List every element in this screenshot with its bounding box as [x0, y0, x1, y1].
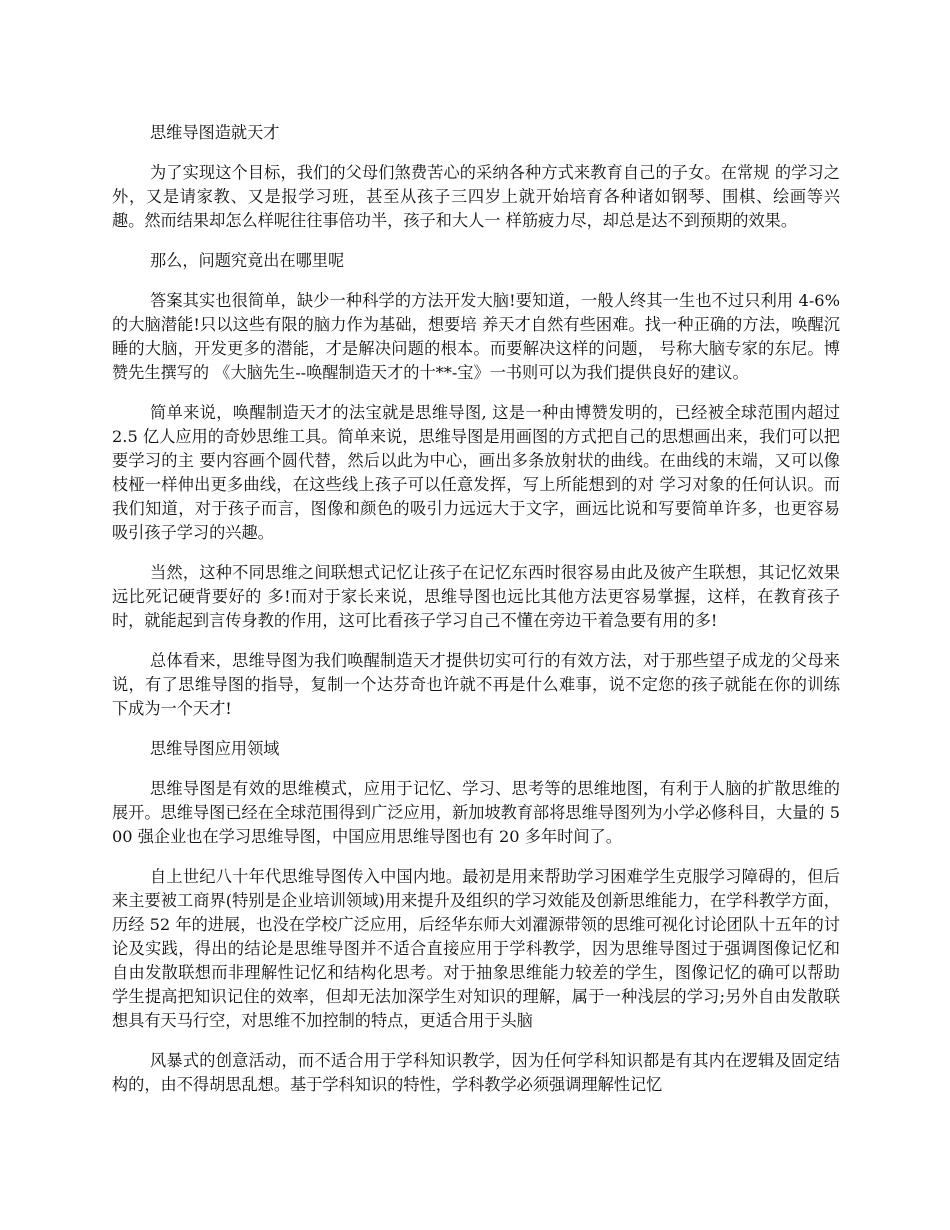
- section-heading-problem: 那么，问题究竟出在哪里呢: [150, 251, 345, 270]
- paragraph-parents-effort: 为了实现这个目标，我们的父母们煞费苦心的采纳各种方式来教育自己的子女。在常规 的学习之外，又是请家教、又是报学习班，甚至从孩子三四岁上就开始培育各种诸如钢琴、围棋、绘画等兴趣。然而结果却怎么样呢往往事倍功半，孩子和大人一 样筋疲力尽，却总是达不到预期的效果。: [112, 163, 840, 230]
- section-heading-genius: 思维导图造就天才: [150, 123, 280, 142]
- paragraph-summary: 总体看来，思维导图为我们唤醒制造天才提供切实可行的有效方法，对于那些望子成龙的父母来说，有了思维导图的指导，复制一个达芬奇也许就不再是什么难事，说不定您的孩子就能在你的训练下成为一个天才!: [112, 651, 840, 718]
- document-body: [112, 121, 840, 1113]
- paragraph-history: 自上世纪八十年代思维导图传入中国内地。最初是用来帮助学习困难学生克服学习障碍的，但后来主要被工商界(特别是企业培训领域)用来提升及组织的学习效能及创新思维能力，在学科教学方面，历经 52 年的进展，也没在学校广泛应用，后经华东师大刘濯源带领的思维可视化讨论团队十五年的讨论及实践，得出的结论是思维导图并不适合直接应用于学科教学，因为思维导图过于强调图像记忆和自由发散联想而非理解性记忆和结构化思考。对于抽象思维能力较差的学生，图像记忆的确可以帮助学生提高把知识记住的效率，但却无法加深学生对知识的理解，属于一种浅层的学习;另外自由发散联想具有天马行空，对思维不加控制的特点，更适合用于头脑: [112, 867, 840, 1030]
- paragraph-answer: 答案其实也很简单，缺少一种科学的方法开发大脑!要知道，一般人终其一生也不过只利用 4-6%的大脑潜能!只以这些有限的脑力作为基础，想要培 养天才自然有些困难。找一种正确的方法，唤醒沉睡的大脑，开发更多的潜能，才是解决问题的根本。而要解决这样的问题， 号称大脑专家的东尼。博赞先生撰写的 《大脑先生--唤醒制造天才的十**-宝》一书则可以为我们提供良好的建议。: [112, 291, 840, 382]
- paragraph-brainstorm: 风暴式的创意活动，而不适合用于学科知识教学，因为任何学科知识都是有其内在逻辑及固定结构的，由不得胡思乱想。基于学科知识的特性，学科教学必须强调理解性记忆: [112, 1051, 840, 1094]
- paragraph-association-memory: 当然，这种不同思维之间联想式记忆让孩子在记忆东西时很容易由此及彼产生联想，其记忆效果远比死记硬背要好的 多!而对于家长来说，思维导图也远比其他方法更容易掌握，这样，在教育孩子时，就能起到言传身教的作用，这可比看孩子学习自己不懂在旁边干着急要有用的多!: [112, 563, 840, 630]
- paragraph-applications: 思维导图是有效的思维模式，应用于记忆、学习、思考等的思维地图，有利于人脑的扩散思维的展开。思维导图已经在全球范围得到广泛应用，新加坡教育部将思维导图列为小学必修科目，大量的 500 强企业也在学习思维导图，中国应用思维导图也有 20 多年时间了。: [112, 779, 840, 846]
- section-heading-applications: 思维导图应用领域: [150, 739, 280, 758]
- paragraph-mind-map-intro: 简单来说，唤醒制造天才的法宝就是思维导图, 这是一种由博赞发明的，已经被全球范围内超过 2.5 亿人应用的奇妙思维工具。简单来说，思维导图是用画图的方式把自己的思想画出来，我们可以把要学习的主 要内容画个圆代替，然后以此为中心，画出多条放射状的曲线。在曲线的末端，又可以像枝桠一样伸出更多曲线，在这些线上孩子可以任意发挥，写上所能想到的对 学习对象的任何认识。而我们知道，对于孩子而言，图像和颜色的吸引力远远大于文字，画远比说和写要简单许多，也更容易吸引孩子学习的兴趣。: [112, 403, 840, 542]
